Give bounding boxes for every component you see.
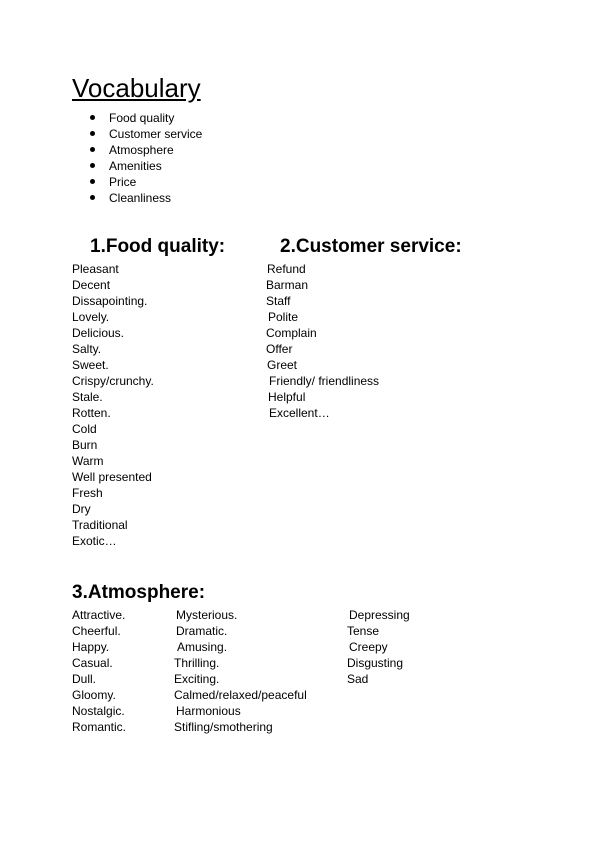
list-item: Fresh bbox=[72, 486, 103, 500]
list-item: Mysterious. bbox=[176, 608, 238, 622]
list-item: Disgusting bbox=[347, 656, 404, 670]
list-item: Crispy/crunchy. bbox=[72, 374, 154, 388]
list-item: Greet bbox=[267, 358, 298, 372]
list-item: Amenities bbox=[90, 158, 202, 174]
list-item: Well presented bbox=[72, 470, 152, 484]
list-item: Stifling/smothering bbox=[174, 720, 273, 734]
list-item: Lovely. bbox=[72, 310, 110, 324]
list-item: Traditional bbox=[72, 518, 128, 532]
list-item: Complain bbox=[266, 326, 317, 340]
list-item: Creepy bbox=[349, 640, 388, 654]
atmosphere-words-col2 bbox=[174, 607, 307, 735]
list-item: Tense bbox=[347, 624, 380, 638]
list-item: Thrilling. bbox=[174, 656, 220, 670]
list-item: Happy. bbox=[72, 640, 110, 654]
atmosphere-words-col3 bbox=[347, 607, 410, 687]
list-item: Salty. bbox=[72, 342, 102, 356]
list-item: Sad bbox=[347, 672, 369, 686]
list-item: Cheerful. bbox=[72, 624, 121, 638]
list-item: Attractive. bbox=[72, 608, 126, 622]
list-item: Sweet. bbox=[72, 358, 109, 372]
list-item: Dull. bbox=[72, 672, 97, 686]
list-item: Depressing bbox=[349, 608, 410, 622]
atmosphere-words-col1 bbox=[72, 607, 126, 735]
list-item: Helpful bbox=[268, 390, 306, 404]
list-item: Decent bbox=[72, 278, 111, 292]
list-item: Dissapointing. bbox=[72, 294, 148, 308]
list-item: Exotic… bbox=[72, 534, 117, 548]
list-item: Warm bbox=[72, 454, 104, 468]
list-item: Excellent… bbox=[269, 406, 330, 420]
atmosphere-heading: 3.Atmosphere: bbox=[72, 582, 206, 603]
list-item: Amusing. bbox=[177, 640, 228, 654]
topic-list bbox=[90, 110, 202, 206]
list-item: Cleanliness bbox=[90, 190, 202, 206]
list-item: Delicious. bbox=[72, 326, 125, 340]
list-item: Dry bbox=[72, 502, 91, 516]
list-item: Casual. bbox=[72, 656, 113, 670]
list-item: Exciting. bbox=[174, 672, 220, 686]
customer-service-words bbox=[266, 261, 379, 421]
list-item: Stale. bbox=[72, 390, 103, 404]
list-item: Customer service bbox=[90, 126, 202, 142]
list-item: Refund bbox=[267, 262, 306, 276]
list-item: Burn bbox=[72, 438, 98, 452]
list-item: Cold bbox=[72, 422, 97, 436]
page-title: Vocabulary bbox=[72, 73, 201, 103]
food-quality-heading: 1.Food quality: bbox=[90, 236, 226, 257]
customer-service-heading: 2.Customer service: bbox=[280, 236, 462, 257]
list-item: Atmosphere bbox=[90, 142, 202, 158]
list-item: Harmonious bbox=[176, 704, 241, 718]
list-item: Staff bbox=[266, 294, 291, 308]
list-item: Romantic. bbox=[72, 720, 127, 734]
list-item: Food quality bbox=[90, 110, 202, 126]
list-item: Dramatic. bbox=[176, 624, 228, 638]
list-item: Rotten. bbox=[72, 406, 111, 420]
list-item: Calmed/relaxed/peaceful bbox=[174, 688, 307, 702]
list-item: Barman bbox=[266, 278, 309, 292]
list-item: Friendly/ friendliness bbox=[269, 374, 380, 388]
list-item: Price bbox=[90, 174, 202, 190]
food-quality-words bbox=[72, 261, 154, 549]
list-item: Pleasant bbox=[72, 262, 119, 276]
list-item: Offer bbox=[266, 342, 293, 356]
list-item: Gloomy. bbox=[72, 688, 116, 702]
list-item: Nostalgic. bbox=[72, 704, 125, 718]
list-item: Polite bbox=[268, 310, 299, 324]
